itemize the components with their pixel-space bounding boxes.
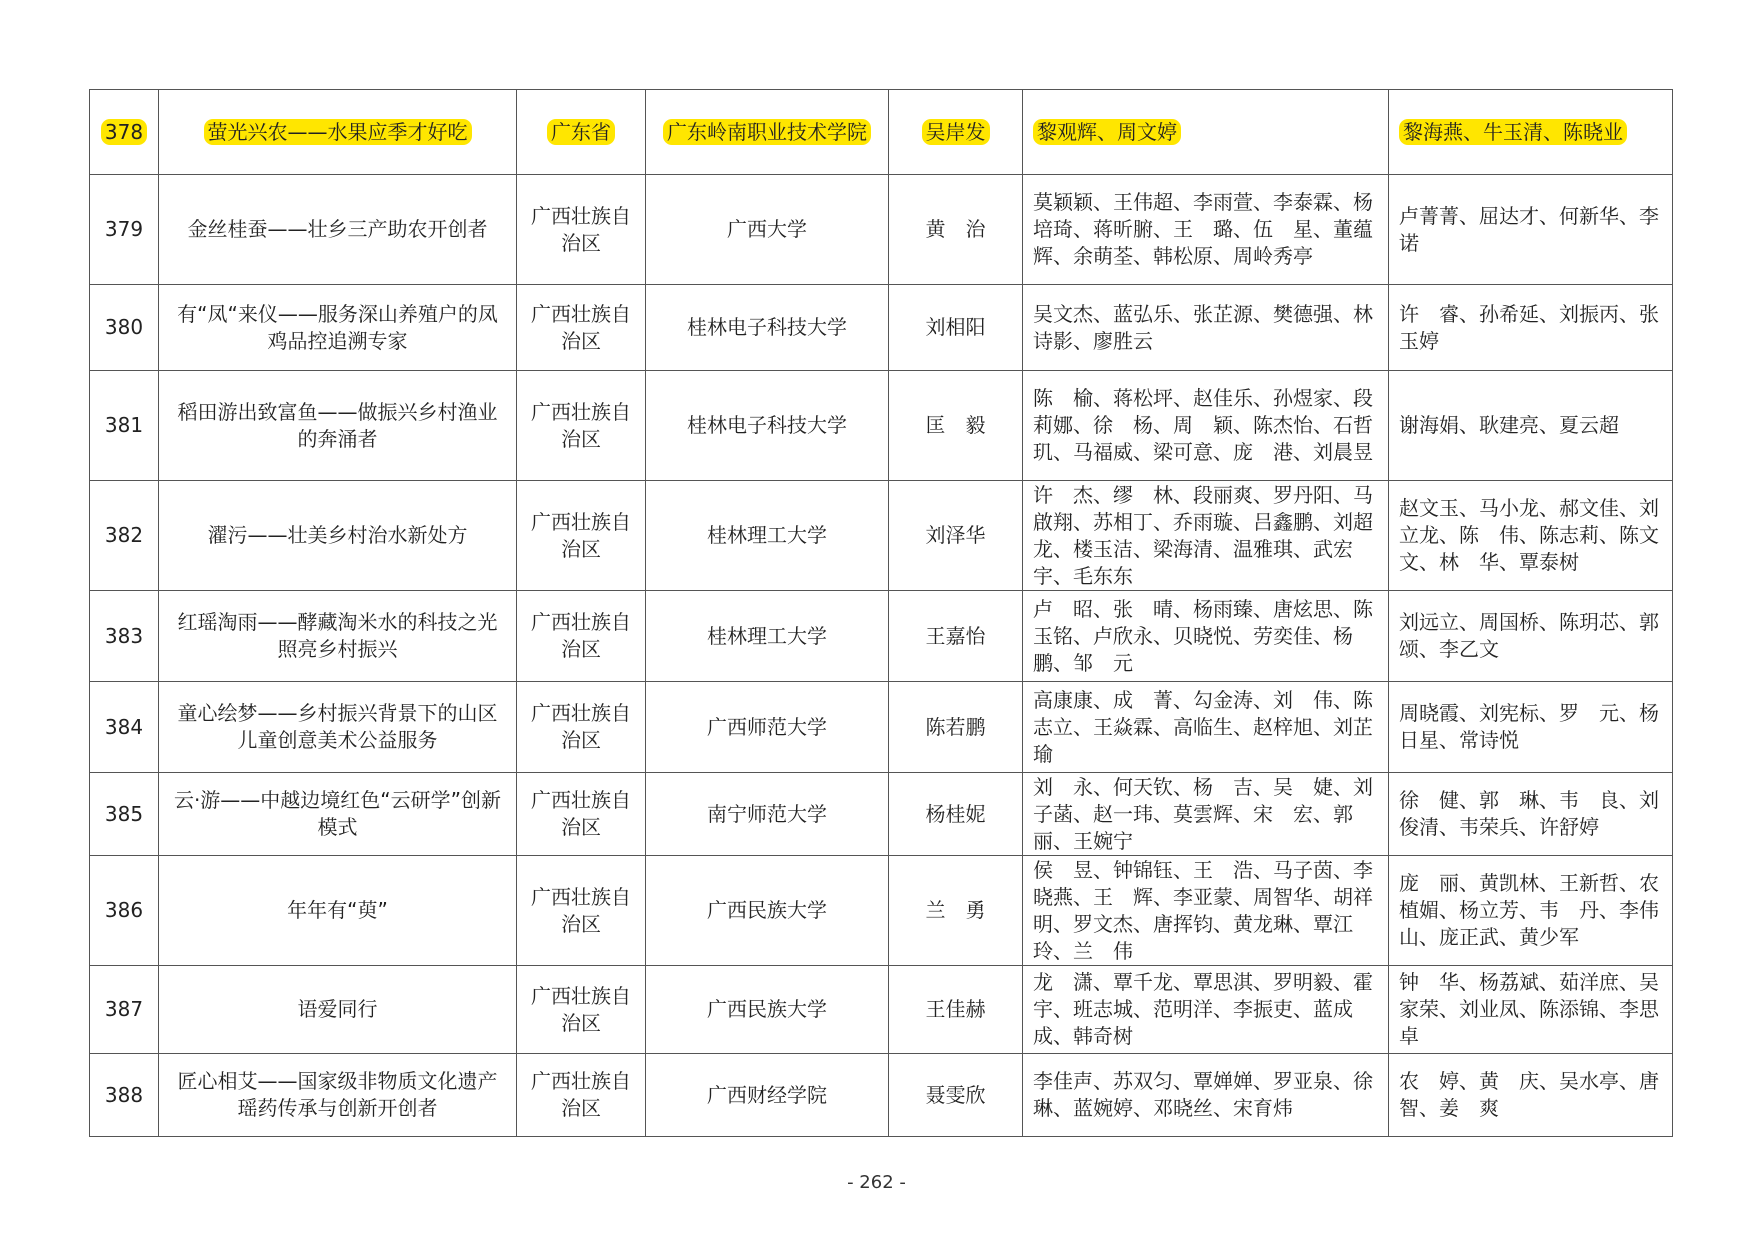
advisors: 庞 丽、黄凯林、王新哲、农植媚、杨立芳、韦 丹、李伟山、庞正武、黄少军 [1389,856,1673,966]
school: 广西大学 [646,175,889,285]
table-row [90,966,1673,1054]
province: 广西壮族自治区 [517,1054,646,1137]
row-number: 387 [90,966,159,1054]
members: 李佳声、苏双匀、覃婵婵、罗亚泉、徐 琳、蓝婉婷、邓晓丝、宋育炜 [1023,1054,1389,1137]
province: 广西壮族自治区 [517,371,646,481]
leader-cell [889,90,1023,175]
project-name: 金丝桂蚕——壮乡三产助农开创者 [159,175,517,285]
award-table [89,89,1679,1137]
leader: 王佳赫 [889,966,1023,1054]
members: 高康康、成 菁、勾金涛、刘 伟、陈志立、王焱霖、高临生、赵梓旭、刘芷瑜 [1023,682,1389,773]
members: 陈 榆、蒋松坪、赵佳乐、孙煜家、段莉娜、徐 杨、周 颖、陈杰怡、石哲玑、马福威、梁可意、庞 港、刘晨昱 [1023,371,1389,481]
row-number: 388 [90,1054,159,1137]
table-row [90,481,1673,591]
table-row [90,90,1673,175]
leader: 匡 毅 [889,371,1023,481]
project-name: 有“凤“来仪——服务深山养殖户的凤鸡品控追溯专家 [159,285,517,371]
advisors: 卢菁菁、屈达才、何新华、李 诺 [1389,175,1673,285]
province: 广西壮族自治区 [517,966,646,1054]
row-number: 386 [90,856,159,966]
members: 刘 永、何天钦、杨 吉、吴 婕、刘子菡、赵一玮、莫雲辉、宋 宏、郭 丽、王婉宁 [1023,773,1389,856]
leader: 刘泽华 [889,481,1023,591]
school: 桂林理工大学 [646,481,889,591]
school-cell [646,90,889,175]
row-number: 381 [90,371,159,481]
advisors: 谢海娟、耿建亮、夏云超 [1389,371,1673,481]
school: 广西财经学院 [646,1054,889,1137]
row-number-cell [90,90,159,175]
members: 卢 昭、张 晴、杨雨臻、唐炫思、陈玉铭、卢欣永、贝晓悦、劳奕佳、杨 鹏、邹 元 [1023,591,1389,682]
advisors: 徐 健、郭 琳、韦 良、刘俊清、韦荣兵、许舒婷 [1389,773,1673,856]
members: 许 杰、缪 林、段丽爽、罗丹阳、马啟翔、苏相丁、乔雨璇、吕鑫鹏、刘超龙、楼玉洁、梁海清、温雅琪、武宏宇、毛东东 [1023,481,1389,591]
province: 广西壮族自治区 [517,175,646,285]
school: 广西民族大学 [646,966,889,1054]
project-cell [159,90,517,175]
province: 广西壮族自治区 [517,773,646,856]
leader: 兰 勇 [889,856,1023,966]
province: 广东省 [547,119,615,145]
project-name: 濯污——壮美乡村治水新处方 [159,481,517,591]
row-number: 382 [90,481,159,591]
province-cell [517,90,646,175]
province: 广西壮族自治区 [517,856,646,966]
project-name: 稻田游出致富鱼——做振兴乡村渔业的奔涌者 [159,371,517,481]
row-number: 379 [90,175,159,285]
row-number: 380 [90,285,159,371]
leader: 吴岸发 [922,119,990,145]
school: 南宁师范大学 [646,773,889,856]
school: 广东岭南职业技术学院 [663,119,871,145]
table-row [90,285,1673,371]
school: 广西民族大学 [646,856,889,966]
members: 侯 昱、钟锦钰、王 浩、马子茵、李晓燕、王 辉、李亚蒙、周智华、胡祥明、罗文杰、唐挥钧、黄龙琳、覃江玲、兰 伟 [1023,856,1389,966]
project-name: 童心绘梦——乡村振兴背景下的山区儿童创意美术公益服务 [159,682,517,773]
project-name: 萤光兴农——水果应季才好吃 [204,119,472,145]
province: 广西壮族自治区 [517,285,646,371]
project-name: 云·游——中越边境红色“云研学”创新模式 [159,773,517,856]
province: 广西壮族自治区 [517,591,646,682]
project-name: 年年有“萸” [159,856,517,966]
leader: 王嘉怡 [889,591,1023,682]
table-row [90,773,1673,856]
province: 广西壮族自治区 [517,682,646,773]
row-number: 383 [90,591,159,682]
school: 广西师范大学 [646,682,889,773]
advisors: 赵文玉、马小龙、郝文佳、刘立龙、陈 伟、陈志莉、陈文文、林 华、覃泰树 [1389,481,1673,591]
table-row [90,682,1673,773]
table-row [90,371,1673,481]
school: 桂林电子科技大学 [646,285,889,371]
leader: 黄 治 [889,175,1023,285]
leader: 聂雯欣 [889,1054,1023,1137]
advisors: 农 婷、黄 庆、吴水亭、唐 智、姜 爽 [1389,1054,1673,1137]
row-number: 385 [90,773,159,856]
advisors-cell [1389,90,1673,175]
members-cell [1023,90,1389,175]
project-name: 匠心相艾——国家级非物质文化遗产瑶药传承与创新开创者 [159,1054,517,1137]
table-row [90,591,1673,682]
advisors: 周晓霞、刘宪标、罗 元、杨日星、常诗悦 [1389,682,1673,773]
members: 吴文杰、蓝弘乐、张芷源、樊德强、林诗影、廖胜云 [1023,285,1389,371]
table-row [90,175,1673,285]
leader: 陈若鹏 [889,682,1023,773]
members: 黎观辉、周文婷 [1033,119,1181,145]
row-number: 378 [101,119,147,145]
members: 龙 潇、覃千龙、覃思淇、罗明毅、霍 宇、班志城、范明洋、李振吏、蓝成成、韩奇树 [1023,966,1389,1054]
school: 桂林理工大学 [646,591,889,682]
members: 莫颖颖、王伟超、李雨萱、李泰霖、杨培琦、蒋昕腑、王 璐、伍 星、董蕴辉、余萌荃、韩松原、周岭秀亭 [1023,175,1389,285]
table-row [90,856,1673,966]
school: 桂林电子科技大学 [646,371,889,481]
table-row [90,1054,1673,1137]
advisors: 黎海燕、牛玉清、陈晓业 [1399,119,1627,145]
advisors: 许 睿、孙希延、刘振丙、张玉婷 [1389,285,1673,371]
advisors: 钟 华、杨荔斌、茹洋庶、吴家荣、刘业凤、陈添锦、李思卓 [1389,966,1673,1054]
province: 广西壮族自治区 [517,481,646,591]
leader: 杨桂妮 [889,773,1023,856]
leader: 刘相阳 [889,285,1023,371]
row-number: 384 [90,682,159,773]
project-name: 语爱同行 [159,966,517,1054]
page-number: - 262 - [847,1172,906,1193]
advisors: 刘远立、周国桥、陈玥芯、郭 颂、李乙文 [1389,591,1673,682]
project-name: 红瑶淘雨——酵藏淘米水的科技之光照亮乡村振兴 [159,591,517,682]
